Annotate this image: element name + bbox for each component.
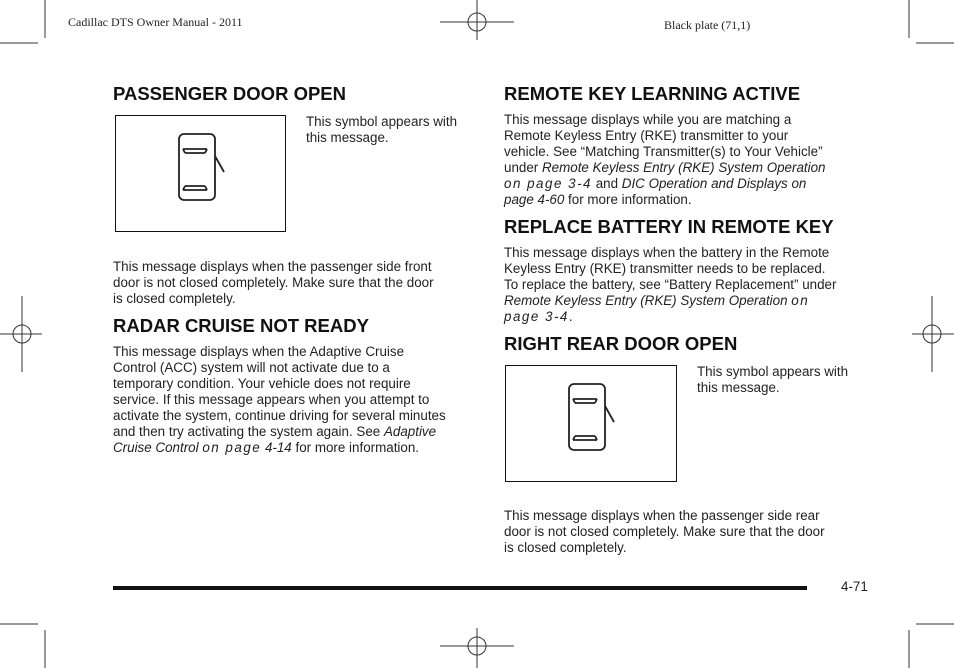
section-title-passenger-door-open: PASSENGER DOOR OPEN (113, 83, 347, 104)
symbol-caption: This symbol appears with this message. (697, 364, 849, 395)
cross-reference-link[interactable]: Adaptive (383, 424, 437, 439)
cross-reference-link[interactable]: page 4-60 (504, 192, 565, 207)
section-body: This message displays when the passenger side rear door is not closed completely. Make sure that the door is closed completely. (504, 508, 825, 555)
cross-reference-link[interactable]: page 3-4 (504, 309, 569, 324)
section-title-replace-battery: REPLACE BATTERY IN REMOTE KEY (504, 216, 834, 237)
cross-reference-link[interactable]: Remote Keyless Entry (RKE) System Operation (504, 293, 792, 308)
footer-rule (113, 586, 807, 590)
symbol-caption: This symbol appears with this message. (306, 114, 458, 145)
registration-target-left (0, 296, 42, 372)
cross-reference-link[interactable]: Remote Keyless Entry (RKE) System Operation (541, 160, 826, 175)
door-ajar-icon (116, 116, 284, 230)
section-title-remote-key-learning-active: REMOTE KEY LEARNING ACTIVE (504, 83, 801, 104)
door-ajar-icon (506, 366, 675, 480)
symbol-box (115, 115, 286, 232)
section-body: This message displays when the battery in the Remote Keyless Entry (RKE) transmitter needs to be replaced. To replace the battery, see “Battery Replacement” under Remote Keyless Entry (RKE) System Operation on page 3-4. (504, 245, 837, 324)
registration-target-right (912, 296, 954, 372)
section-body: This message displays while you are matching a Remote Keyless Entry (RKE) transmitter to your vehicle. See “Matching Transmitter(s) to Your Vehicle” under Remote Keyless Entry (RKE) System Operation on page 3-4 and DIC Operation and Displays on page 4-60 for more information. (504, 112, 826, 207)
registration-target-bottom (440, 628, 514, 668)
cross-reference-link[interactable]: on page 3-4 (504, 176, 592, 191)
symbol-box (505, 365, 677, 482)
section-title-radar-cruise-not-ready: RADAR CRUISE NOT READY (113, 315, 369, 336)
page-number: 4-71 (841, 579, 868, 594)
manual-title: Cadillac DTS Owner Manual - 2011 (68, 15, 243, 29)
section-title-right-rear-door-open: RIGHT REAR DOOR OPEN (504, 333, 738, 354)
section-body: This message displays when the Adaptive Cruise Control (ACC) system will not activate due to a temporary condition. Your vehicle does not require service. If this message appears when you attempt to activate the system, continue driving for several minutes and then try activating the system again. See Adaptive Cruise Control on page 4-14 for more information. (113, 344, 446, 455)
section-body: This message displays when the passenger side front door is not closed completely. Make sure that the door is closed completely. (113, 259, 434, 306)
cross-reference-link[interactable]: DIC Operation and Displays on (621, 176, 807, 191)
registration-target-top (440, 0, 514, 40)
plate-label: Black plate (71,1) (664, 18, 751, 32)
cross-reference-link[interactable]: Cruise Control (113, 440, 203, 455)
